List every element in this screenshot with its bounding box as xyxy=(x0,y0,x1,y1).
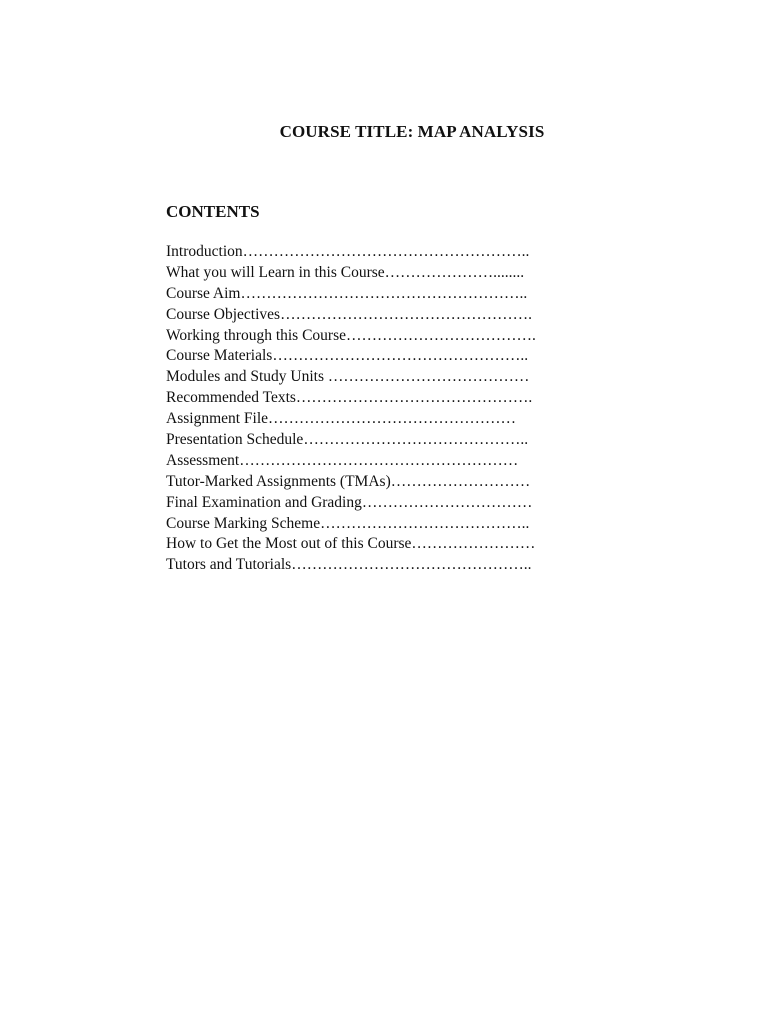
toc-entry-tutor-marked-assignments: Tutor-Marked Assignments (TMAs)……………………… xyxy=(166,472,531,490)
toc-entry-modules-study-units: Modules and Study Units ………………………………… xyxy=(166,368,530,386)
toc-entry-what-you-will-learn: What you will Learn in this Course…………………........ xyxy=(166,263,525,281)
course-title: COURSE TITLE: MAP ANALYSIS xyxy=(279,122,545,141)
toc-entry-tutors-tutorials: Tutors and Tutorials……………………………………….. xyxy=(166,556,532,574)
toc-entry-recommended-texts: Recommended Texts………………………………………. xyxy=(166,389,533,407)
toc-entry-assessment: Assessment……………………………………………… xyxy=(166,451,519,469)
toc-entry-introduction: Introduction……………………………………………….. xyxy=(166,243,530,260)
contents-heading: CONTENTS xyxy=(166,202,260,221)
toc-entry-course-marking-scheme: Course Marking Scheme………………………………….. xyxy=(166,514,530,532)
toc-entry-course-aim: Course Aim……………………………………………….. xyxy=(166,284,528,302)
toc-entry-final-examination: Final Examination and Grading…………………………… xyxy=(166,493,533,511)
toc-entry-working-through-course: Working through this Course………………………………. xyxy=(166,326,536,344)
toc-entry-presentation-schedule: Presentation Schedule…………………………………….. xyxy=(166,431,529,449)
table-of-contents xyxy=(166,242,536,576)
toc-entry-course-objectives: Course Objectives…………………………………………. xyxy=(166,305,532,323)
toc-entry-assignment-file: Assignment File………………………………………… xyxy=(166,410,517,428)
toc-entry-course-materials: Course Materials………………………………………….. xyxy=(166,347,529,365)
toc-entry-how-to-get-most: How to Get the Most out of this Course…………………… xyxy=(166,535,536,553)
